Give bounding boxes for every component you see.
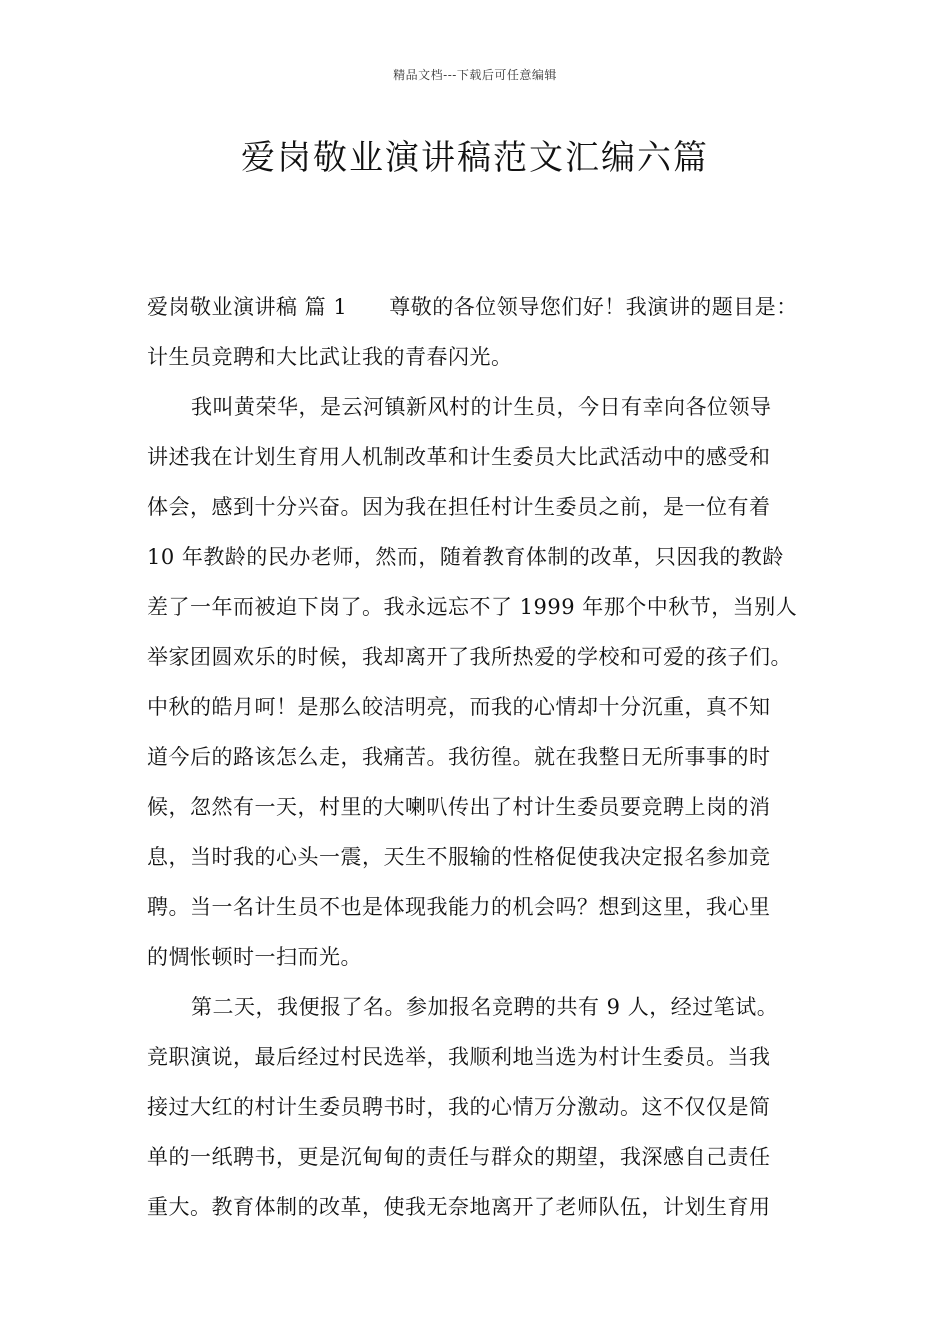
paragraph-line: 聘。当一名计生员不也是体现我能力的机会吗？想到这里，我心里 — [147, 895, 771, 919]
paragraph-line: 差了一年而被迫下岗了。我永远忘不了 1999 年那个中秋节，当别人 — [147, 595, 798, 619]
paragraph-line: 重大。教育体制的改革，使我无奈地离开了老师队伍，计划生育用 — [147, 1195, 771, 1219]
paragraph-line: 中秋的皓月呵！是那么皎洁明亮，而我的心情却十分沉重，真不知 — [147, 695, 771, 719]
paragraph-line: 竞职演说，最后经过村民选举，我顺利地当选为村计生委员。当我 — [147, 1045, 771, 1069]
paragraph-line — [147, 282, 827, 332]
paragraph-line: 接过大红的村计生委员聘书时，我的心情万分激动。这不仅仅是简 — [147, 1095, 771, 1119]
paragraph-line: 我叫黄荣华，是云河镇新风村的计生员，今日有幸向各位领导 — [191, 395, 772, 419]
document-body — [147, 282, 827, 1232]
paragraph-line: 的惆怅顿时一扫而光。 — [147, 945, 362, 969]
paragraph-line: 候，忽然有一天，村里的大喇叭传出了村计生委员要竞聘上岗的消 — [147, 795, 771, 819]
paragraph-line: 体会，感到十分兴奋。因为我在担任村计生委员之前，是一位有着 — [147, 495, 771, 519]
opening-text: 尊敬的各位领导您们好！我演讲的题目是： — [389, 295, 798, 319]
paragraph-line: 计生员竞聘和大比武让我的青春闪光。 — [147, 345, 513, 369]
section-heading: 爱岗敬业演讲稿 篇 1 — [147, 295, 348, 319]
paragraph-line: 单的一纸聘书，更是沉甸甸的责任与群众的期望，我深感自己责任 — [147, 1145, 771, 1169]
paragraph-line: 讲述我在计划生育用人机制改革和计生委员大比武活动中的感受和 — [147, 445, 771, 469]
paragraph-line: 息，当时我的心头一震，天生不服输的性格促使我决定报名参加竞 — [147, 845, 771, 869]
paragraph-line: 道今后的路该怎么走，我痛苦。我彷徨。就在我整日无所事事的时 — [147, 745, 771, 769]
paragraph-line: 10 年教龄的民办老师，然而，随着教育体制的改革，只因我的教龄 — [147, 545, 784, 569]
paragraph-line: 第二天，我便报了名。参加报名竞聘的共有 9 人，经过笔试。 — [191, 995, 779, 1019]
header-note: 精品文档---下载后可任意编辑 — [393, 68, 557, 82]
document-title: 爱岗敬业演讲稿范文汇编六篇 — [241, 138, 709, 178]
paragraph-line: 举家团圆欢乐的时候，我却离开了我所热爱的学校和可爱的孩子们。 — [147, 645, 792, 669]
